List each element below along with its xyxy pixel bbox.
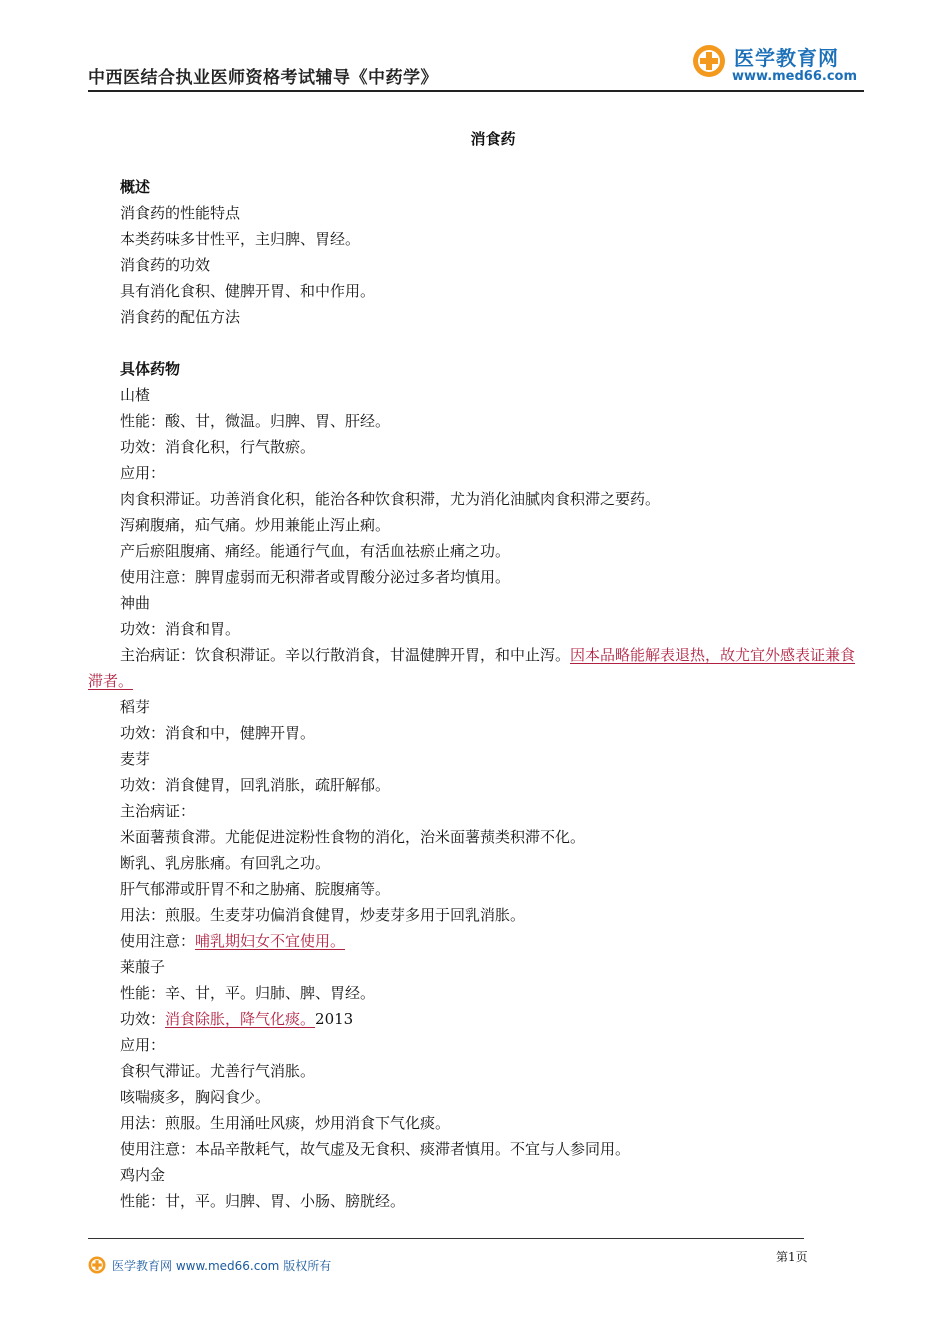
text-line: 功效：消食健胃，回乳消胀，疏肝解郁。 [120, 776, 391, 794]
text-line: 应用： [120, 464, 166, 482]
exam-year: 2013 [315, 1010, 354, 1028]
text-span: 主治病证：饮食积滞证。辛以行散消食，甘温健脾开胃，和中止泻。 [120, 646, 571, 664]
section-heading: 具体药物 [120, 360, 181, 378]
text-line: 性能：辛、甘，平。归肺、脾、胃经。 [120, 984, 376, 1002]
text-line: 性能：甘，平。归脾、胃、小肠、膀胱经。 [120, 1192, 406, 1210]
text-line: 使用注意：本品辛散耗气，故气虚及无食积、痰滞者慎用。不宜与人参同用。 [120, 1140, 631, 1158]
header-divider [88, 90, 864, 92]
text-line: 断乳、乳房胀痛。有回乳之功。 [120, 854, 331, 872]
text-line: 功效：消食化积，行气散瘀。 [120, 438, 316, 456]
text-line: 应用： [120, 1036, 166, 1054]
maiya-caution [120, 931, 345, 951]
footer-text: 医学教育网 www.med66.com 版权所有 [112, 1259, 332, 1273]
herb-name: 鸡内金 [120, 1166, 166, 1184]
text-span: 功效： [120, 1010, 166, 1028]
text-line: 泻痢腹痛，疝气痛。炒用兼能止泻止痢。 [120, 516, 391, 534]
text-line: 消食药的配伍方法 [120, 308, 241, 326]
herb-name: 稻芽 [120, 698, 151, 716]
text-line: 咳喘痰多，胸闷食少。 [120, 1088, 271, 1106]
text-line: 消食药的性能特点 [120, 204, 241, 222]
text-line: 本类药味多甘性平，主归脾、胃经。 [120, 230, 361, 248]
shenqu-indications [88, 642, 864, 694]
laifuzi-effect [120, 1009, 353, 1029]
highlighted-text: 哺乳期妇女不宜使用。 [195, 932, 346, 950]
footer-divider [88, 1238, 804, 1239]
header-title: 中西医结合执业医师资格考试辅导《中药学》 [88, 68, 438, 88]
text-line: 米面薯蓣食滞。尤能促进淀粉性食物的消化，治米面薯蓣类积滞不化。 [120, 828, 586, 846]
section-heading: 概述 [120, 178, 151, 196]
herb-name: 麦芽 [120, 750, 151, 768]
text-line: 使用注意：脾胃虚弱而无积滞者或胃酸分泌过多者均慎用。 [120, 568, 511, 586]
text-line: 功效：消食和中，健脾开胃。 [120, 724, 316, 742]
medical-cross-icon [88, 1256, 106, 1274]
highlighted-text: 因本品略能解表退热，故尤宜外感表证兼食滞者。 [88, 646, 856, 690]
text-line: 肝气郁滞或肝胃不和之胁痛、脘腹痛等。 [120, 880, 391, 898]
text-line: 主治病证： [120, 802, 196, 820]
herb-name: 山楂 [120, 386, 151, 404]
text-span: 使用注意： [120, 932, 196, 950]
text-line: 用法：煎服。生用涌吐风痰，炒用消食下气化痰。 [120, 1114, 451, 1132]
text-line: 用法：煎服。生麦芽功偏消食健胃，炒麦芽多用于回乳消胀。 [120, 906, 526, 924]
page-number: 第1页 [776, 1250, 808, 1264]
text-line: 食积气滞证。尤善行气消胀。 [120, 1062, 316, 1080]
logo-url[interactable]: www.med66.com [732, 69, 858, 84]
text-line: 性能：酸、甘，微温。归脾、胃、肝经。 [120, 412, 391, 430]
herb-name: 神曲 [120, 594, 151, 612]
medical-cross-icon [692, 44, 726, 78]
highlighted-text: 消食除胀，降气化痰。 [165, 1010, 316, 1028]
page-header [88, 40, 864, 92]
text-line: 肉食积滞证。功善消食化积，能治各种饮食积滞，尤为消化油腻肉食积滞之要药。 [120, 490, 661, 508]
document-title: 消食药 [470, 130, 516, 148]
text-line: 功效：消食和胃。 [120, 620, 241, 638]
site-logo[interactable] [692, 42, 864, 86]
herb-name: 莱菔子 [120, 958, 166, 976]
logo-text: 医学教育网 [734, 46, 839, 70]
text-line: 具有消化食积、健脾开胃、和中作用。 [120, 282, 376, 300]
text-line: 消食药的功效 [120, 256, 211, 274]
text-line: 产后瘀阻腹痛、痛经。能通行气血，有活血祛瘀止痛之功。 [120, 542, 511, 560]
